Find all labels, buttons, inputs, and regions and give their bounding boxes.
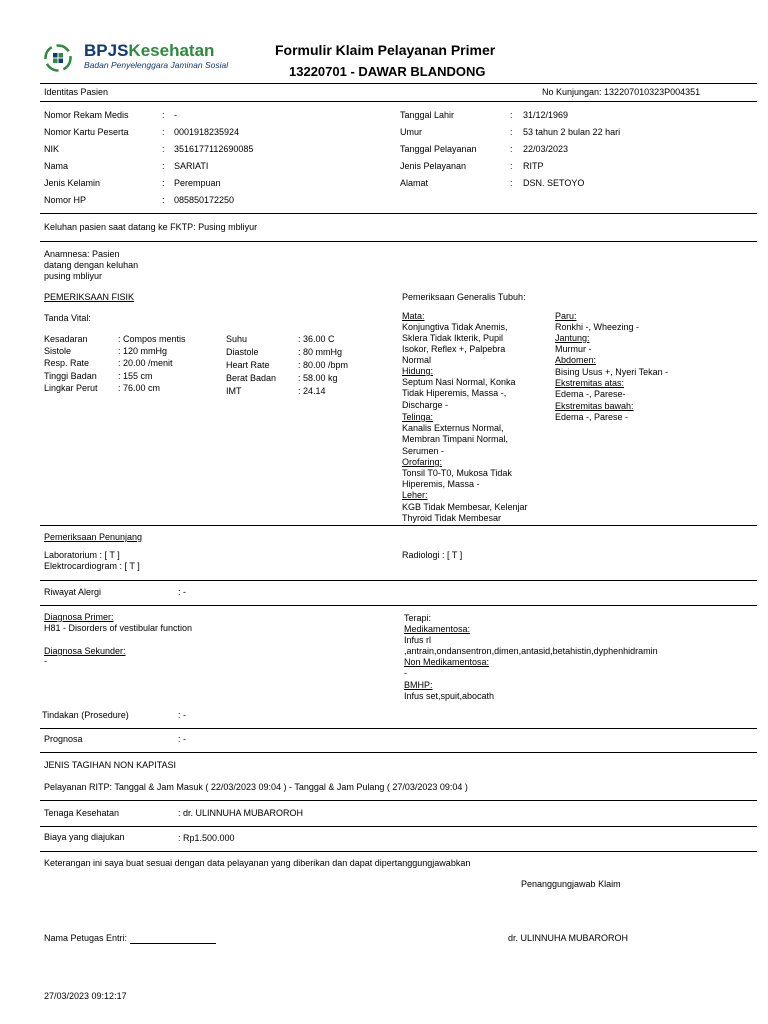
divider [40,605,757,606]
primary-diagnosis-heading: Diagnosa Primer: [44,612,114,622]
vital-value: : 120 mmHg [118,346,168,356]
physical-exam-title: PEMERIKSAAN FISIK [44,292,135,302]
field-label: Nomor Kartu Peserta [44,127,129,137]
medication-heading: Medikamentosa: [404,624,471,634]
support-lab: Laboratorium : [ T ] [44,550,120,560]
vital-label: Diastole [226,347,259,357]
vital-value: : 80.00 /bpm [298,360,349,370]
field-label: Tanggal Pelayanan [400,144,477,154]
exam-heading-jantung: Jantung: [555,333,590,343]
signer-name: dr. ULINNUHA MUBAROROH [508,933,629,943]
support-ekg: Elektrocardiogram : [ T ] [44,561,140,571]
divider [40,241,757,242]
form-title: Formulir Klaim Pelayanan Primer [275,42,496,58]
exam-line: Septum Nasi Normal, Konka [402,377,516,387]
field-colon: : [162,161,165,171]
exam-heading-orofaring: Orofaring: [402,457,443,467]
logo-brand: BPJSKesehatan [84,41,215,60]
field-value: 53 tahun 2 bulan 22 hari [523,127,621,137]
exam-line: Hiperemis, Massa - [402,479,480,489]
field-colon: : [510,127,513,137]
anamnesa-line: Anamnesa: Pasien [44,249,120,259]
field-value: DSN. SETOYO [523,178,585,188]
complaint: Keluhan pasien saat datang ke FKTP: Pusing mbliyur [44,222,258,232]
support-exam-title: Pemeriksaan Penunjang [44,532,143,542]
field-label: Nomor HP [44,195,87,205]
vital-label: Suhu [226,334,248,344]
staff-label: Tenaga Kesehatan [44,808,120,818]
vital-label: Resp. Rate [44,358,90,368]
medication-line: Infus rl [404,635,432,645]
bmhp-heading: BMHP: [404,680,433,690]
exam-line: Kanalis Externus Normal, [402,423,504,433]
divider [40,826,757,827]
field-colon: : [510,144,513,154]
print-timestamp: 27/03/2023 09:12:17 [44,991,127,1001]
field-value: 31/12/1969 [523,110,569,120]
staff-value: : dr. ULINNUHA MUBAROROH [178,808,304,818]
vital-label: Kesadaran [44,334,88,344]
therapy-title: Terapi: [404,613,432,623]
exam-heading-hidung: Hidung: [402,366,434,376]
vital-value: : 58.00 kg [298,373,338,383]
prognosis-value: : - [178,734,186,744]
bmhp: Infus set,spuit,abocath [404,691,495,701]
vital-value: : 76.00 cm [118,383,161,393]
exam-line: Konjungtiva Tidak Anemis, [402,322,508,332]
exam-line: Sklera Tidak Ikterik, Pupil [402,333,504,343]
field-colon: : [162,127,165,137]
entry-officer [44,933,216,944]
exam-line: Tonsil T0-T0, Mukosa Tidak [402,468,512,478]
field-label: Tanggal Lahir [400,110,455,120]
exam-line: Isokor, Reflex +, Palpebra [402,344,506,354]
vital-signs-title: Tanda Vital: [44,313,91,323]
field-colon: : [162,144,165,154]
vital-value: : 80 mmHg [298,347,343,357]
secondary-diagnosis: - [44,656,47,666]
divider [40,580,757,581]
field-colon: : [162,178,165,188]
field-value: 22/03/2023 [523,144,569,154]
exam-line: Tidak Hiperemis, Massa -, [402,388,507,398]
primary-diagnosis: H81 - Disorders of vestibular function [44,623,193,633]
vital-value: : 20.00 /menit [118,358,173,368]
facility-name: 13220701 - DAWAR BLANDONG [289,64,486,79]
exam-heading-ekstremitas-bawah: Ekstremitas bawah: [555,401,634,411]
field-label: NIK [44,144,60,154]
field-colon: : [510,161,513,171]
identity-section-label: Identitas Pasien [44,87,109,97]
divider [40,728,757,729]
exam-line: Edema -, Parese - [555,412,629,422]
vital-label: IMT [226,386,242,396]
field-colon: : [162,195,165,205]
exam-line: Edema -, Parese- [555,389,626,399]
procedure-value: : - [178,710,186,720]
exam-line: Bising Usus +, Nyeri Tekan - [555,367,669,377]
bpjs-logo-icon [44,44,72,72]
divider [40,752,757,753]
exam-heading-leher: Leher: [402,490,428,500]
statement: Keterangan ini saya buat sesuai dengan data pelayanan yang diberikan dan dapat dipertanggungjawabkan [44,858,471,868]
field-label: Jenis Kelamin [44,178,101,188]
field-value: Perempuan [174,178,221,188]
exam-line: Thyroid Tidak Membesar [402,513,502,523]
exam-line: KGB Tidak Membesar, Kelenjar [402,502,528,512]
procedure-label: Tindakan (Prosedure) [42,710,129,720]
non-medication: - [404,668,407,678]
vital-value: : 36.00 C [298,334,335,344]
visit-number: No Kunjungan: 132207010323P004351 [542,87,701,97]
exam-heading-paru: Paru: [555,311,577,321]
field-colon: : [510,110,513,120]
secondary-diagnosis-heading: Diagnosa Sekunder: [44,646,126,656]
field-value: - [174,110,177,120]
field-value: 3516177112690085 [174,144,254,154]
exam-heading-telinga: Telinga: [402,412,434,422]
vital-value: : 155 cm [118,371,153,381]
vital-label: Tinggi Badan [44,371,97,381]
medication-line: ,antrain,ondansentron,dimen,antasid,betahistin,dyphenhidramin [404,646,658,656]
vital-label: Berat Badan [226,373,277,383]
exam-line: Membran Timpani Normal, [402,434,509,444]
divider [40,851,757,852]
allergy-value: : - [178,587,186,597]
responsible-title: Penanggungjawab Klaim [521,879,621,889]
billing-title: JENIS TAGIHAN NON KAPITASI [44,760,177,770]
field-label: Nomor Rekam Medis [44,110,129,120]
field-label: Umur [400,127,422,137]
field-label: Alamat [400,178,429,188]
general-exam-title: Pemeriksaan Generalis Tubuh: [402,292,526,302]
billing-detail: Pelayanan RITP: Tanggal & Jam Masuk ( 22/03/2023 09:04 ) - Tanggal & Jam Pulang ( 27/03/2023 09:04 ) [44,782,468,792]
vital-label: Sistole [44,346,72,356]
field-label: Nama [44,161,69,171]
field-label: Jenis Pelayanan [400,161,467,171]
support-radiology: Radiologi : [ T ] [402,550,463,560]
divider [40,213,757,214]
divider [40,800,757,801]
entry-officer-blank [130,934,216,944]
divider [40,83,757,84]
field-colon: : [510,178,513,188]
prognosis-label: Prognosa [44,734,83,744]
exam-line: Discharge - [402,400,449,410]
anamnesa-line: pusing mbliyur [44,271,103,281]
divider [40,525,757,526]
vital-label: Lingkar Perut [44,383,98,393]
entry-officer-label: Nama Petugas Entri: [44,933,130,943]
field-value: RITP [523,161,544,171]
divider [40,101,757,102]
allergy-label: Riwayat Alergi [44,587,102,597]
exam-line: Ronkhi -, Wheezing - [555,322,640,332]
exam-heading-abdomen: Abdomen: [555,355,597,365]
logo-subtitle: Badan Penyelenggara Jaminan Sosial [84,60,229,70]
field-value: SARIATI [174,161,209,171]
field-colon: : [162,110,165,120]
vital-value: : 24.14 [298,386,326,396]
exam-line: Normal [402,355,432,365]
cost-value: : Rp1.500.000 [178,833,235,843]
exam-heading-ekstremitas-atas: Ekstremitas atas: [555,378,625,388]
exam-line: Serumen - [402,446,445,456]
exam-heading-mata: Mata: [402,311,425,321]
vital-value: : Compos mentis [118,334,186,344]
field-value: 085850172250 [174,195,235,205]
exam-line: Murmur - [555,344,592,354]
cost-label: Biaya yang diajukan [44,832,125,842]
field-value: 0001918235924 [174,127,240,137]
anamnesa-line: datang dengan keluhan [44,260,139,270]
non-medication-heading: Non Medikamentosa: [404,657,490,667]
vital-label: Heart Rate [226,360,270,370]
